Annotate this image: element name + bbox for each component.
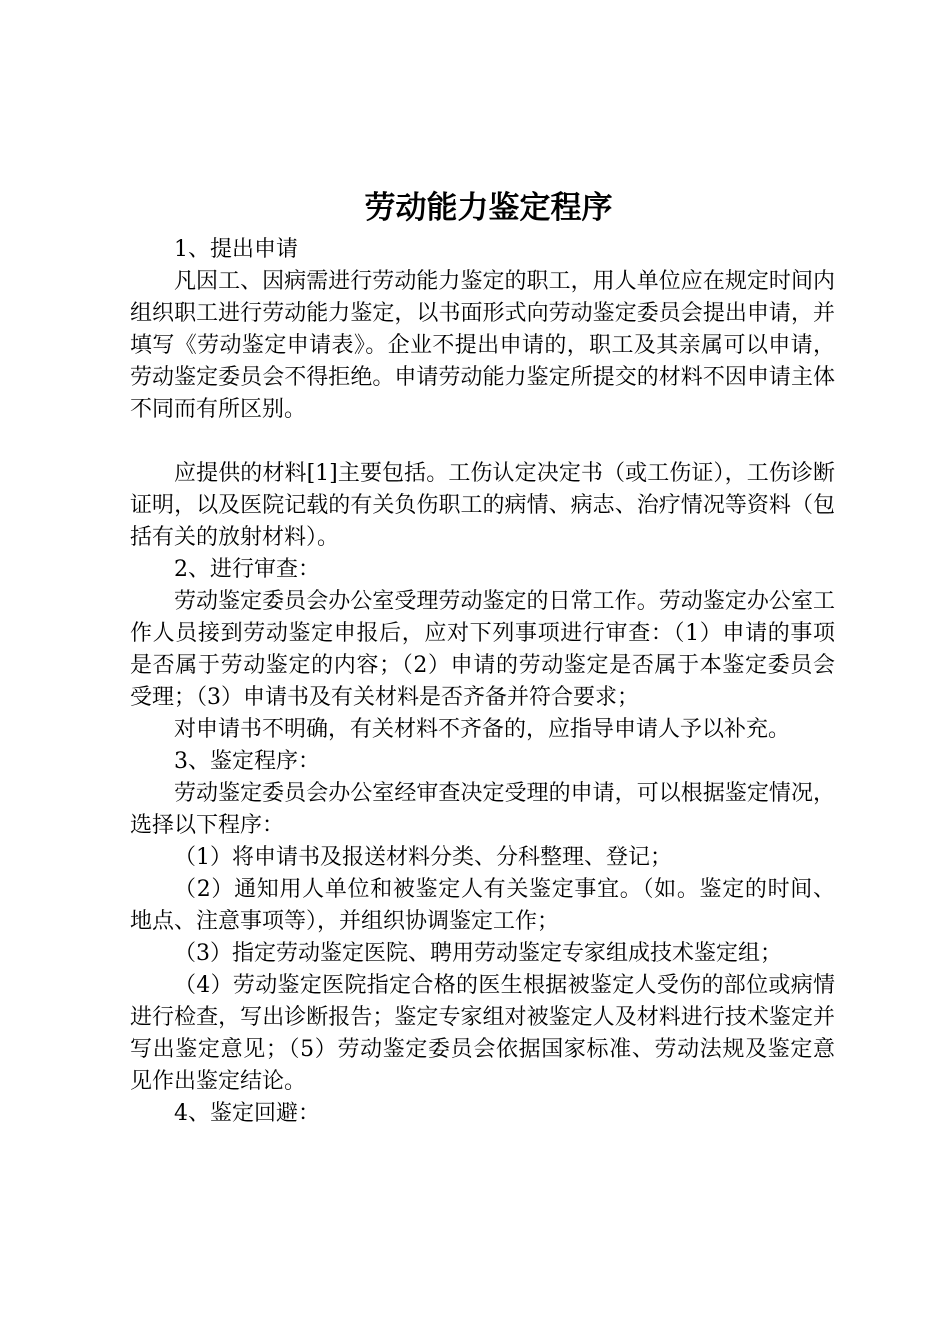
list-item-procedure-2: （2）通知用人单位和被鉴定人有关鉴定事宜。（如。鉴定的时间、地点、注意事项等），并组织协调鉴定工作； [130,877,835,934]
paragraph-review-supplement: 对申请书不明确，有关材料不齐备的，应指导申请人予以补充。 [174,717,791,742]
list-item-procedure-1: （1）将申请书及报送材料分类、分科整理、登记； [174,845,672,870]
document-body [130,188,835,1130]
paragraph-spacer [130,426,835,458]
list-item-procedure-4-5: （4）劳动鉴定医院指定合格的医生根据被鉴定人受伤的部位或病情进行检查，写出诊断报告；鉴定专家组对被鉴定人及材料进行技术鉴定并写出鉴定意见；（5）劳动鉴定委员会依据国家标准、劳动法规及鉴定意见作出鉴定结论。 [130,973,835,1094]
paragraph-required-materials: 应提供的材料[1]主要包括。工伤认定决定书（或工伤证），工伤诊断证明，以及医院记载的有关负伤职工的病情、病志、治疗情况等资料（包括有关的放射材料）。 [130,461,835,550]
paragraph-procedure-intro: 劳动鉴定委员会办公室经审查决定受理的申请，可以根据鉴定情况，选择以下程序： [130,781,835,838]
document-title: 劳动能力鉴定程序 [364,190,613,226]
section-heading-recusal: 4、鉴定回避： [174,1101,320,1126]
list-item-procedure-3: （3）指定劳动鉴定医院、聘用劳动鉴定专家组成技术鉴定组； [174,941,782,966]
section-heading-review: 2、进行审查： [174,557,320,582]
paragraph-review-items: 劳动鉴定委员会办公室受理劳动鉴定的日常工作。劳动鉴定办公室工作人员接到劳动鉴定申报后，应对下列事项进行审查：（1）申请的事项是否属于劳动鉴定的内容；（2）申请的劳动鉴定是否属于本鉴定委员会受理；（3）申请书及有关材料是否齐备并符合要求； [130,589,835,710]
section-heading-apply: 1、提出申请 [174,237,298,262]
section-heading-procedure: 3、鉴定程序： [174,749,320,774]
paragraph-apply-description: 凡因工、因病需进行劳动能力鉴定的职工，用人单位应在规定时间内组织职工进行劳动能力鉴定，以书面形式向劳动鉴定委员会提出申请，并填写《劳动鉴定申请表》。企业不提出申请的，职工及其亲属可以申请，劳动鉴定委员会不得拒绝。申请劳动能力鉴定所提交的材料不因申请主体不同而有所区别。 [130,269,835,422]
